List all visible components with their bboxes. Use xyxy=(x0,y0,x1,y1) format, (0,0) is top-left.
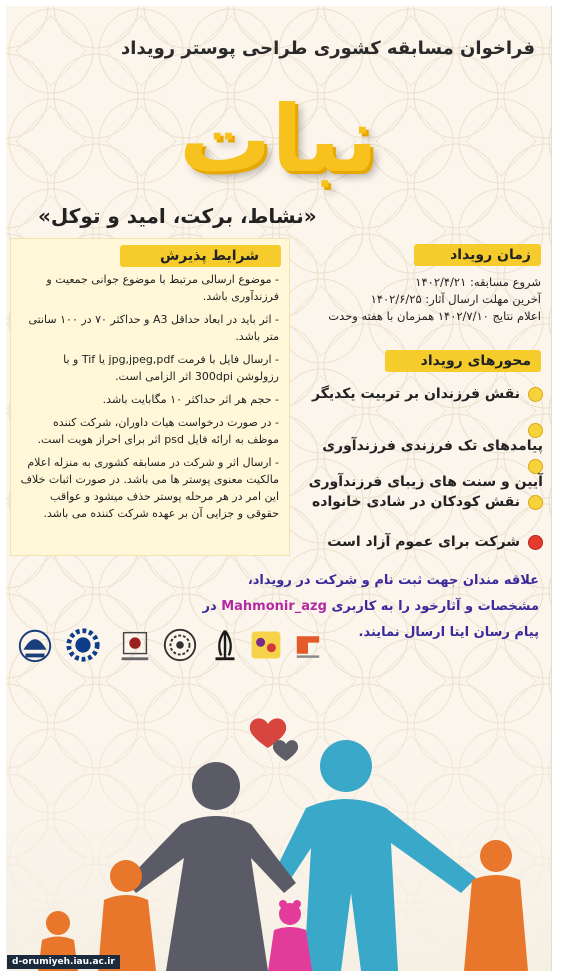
registration-line-3: پیام رسان ایتا ارسال نمایند. xyxy=(358,625,539,640)
ornament-logo-icon xyxy=(161,624,199,666)
organization-logo-icon xyxy=(292,624,324,666)
gear-logo-icon xyxy=(64,624,102,666)
iran-emblem-icon xyxy=(206,624,244,666)
condition-item: - حجم هر اثر حداکثر ۱۰ مگابایت باشد. xyxy=(102,393,279,406)
yellow-bullet-icon xyxy=(528,387,543,402)
brand-name: نبات xyxy=(178,86,379,193)
yellow-bullet-icon xyxy=(528,495,543,510)
axis-item: پیامدهای تک فرزندی فرزندآوری xyxy=(303,422,543,454)
schedule-start: شروع مسابقه: ۱۴۰۲/۴/۲۱ xyxy=(415,275,541,289)
axis-item: نقش کودکان در شادی خانواده xyxy=(303,494,543,510)
eitaa-username: Mahmonir_azg xyxy=(221,599,327,614)
axis-item: آیین و سنت های زیبای فرزندآوری xyxy=(303,458,543,490)
schedule-deadline: آخرین مهلت ارسال آثار: ۱۴۰۲/۶/۲۵ xyxy=(370,292,541,306)
condition-item: - ارسال فایل با فرمت jpg,jpeg,pdf یا Tif و با رزولوشن 300dpi اثر الزامی است. xyxy=(63,353,279,383)
poster-title: فراخوان مسابقه کشوری طراحی پوستر رویداد xyxy=(121,38,535,59)
university-emblem-icon xyxy=(16,624,54,666)
festival-logo-icon xyxy=(248,624,284,666)
condition-item: - ارسال اثر و شرکت در مسابقه کشوری به منزله اعلام مالکیت معنوی پوستر ها می باشد. در صورت اثبات خلاف این امر در هر مرحله پوستر حذف میشود و عواقب حقوقی و جزایی آن بر عهده شرکت کننده می باشد. xyxy=(20,456,279,520)
red-bullet-icon xyxy=(528,535,543,550)
conditions-heading: شرایط پذیرش xyxy=(120,245,281,267)
ministry-logo-icon xyxy=(116,624,154,666)
schedule-results: اعلام نتایج ۱۴۰۲/۷/۱۰ همزمان با هفته وحدت xyxy=(328,309,541,323)
slogan: «نشاط، برکت، امید و توکل» xyxy=(38,204,317,228)
yellow-bullet-icon xyxy=(528,459,543,474)
axis-item: نقش فرزندان بر تربیت یکدیگر xyxy=(303,386,543,402)
open-note: شرکت برای عموم آزاد است xyxy=(303,534,543,550)
condition-item: - اثر باید در ابعاد حداقل A3 و حداکثر ۷۰ در ۱۰۰ سانتی متر باشد. xyxy=(28,313,279,343)
registration-line-1: علاقه مندان جهت ثبت نام و شرکت در رویداد، xyxy=(247,573,539,588)
family-illustration xyxy=(6,678,551,971)
condition-item: - در صورت درخواست هیات داوران، شرکت کننده موظف به ارائه فایل psd اثر برای احراز هویت است. xyxy=(37,416,279,446)
sponsor-logos xyxy=(16,624,324,670)
schedule-lines xyxy=(296,274,541,325)
site-watermark: d-orumiyeh.iau.ac.ir xyxy=(7,955,120,969)
schedule-heading: زمان رویداد xyxy=(414,244,541,266)
poster xyxy=(6,6,552,971)
yellow-bullet-icon xyxy=(528,423,543,438)
axes-heading: محورهای رویداد xyxy=(385,350,541,372)
condition-item: - موضوع ارسالی مرتبط با موضوع جوانی جمعیت و فرزندآوری باشد. xyxy=(46,273,279,303)
conditions-list xyxy=(19,271,279,528)
registration-line-2: مشخصات و آثارخود را به کاربری Mahmonir_azg در xyxy=(202,599,539,614)
conditions-panel xyxy=(10,238,290,556)
